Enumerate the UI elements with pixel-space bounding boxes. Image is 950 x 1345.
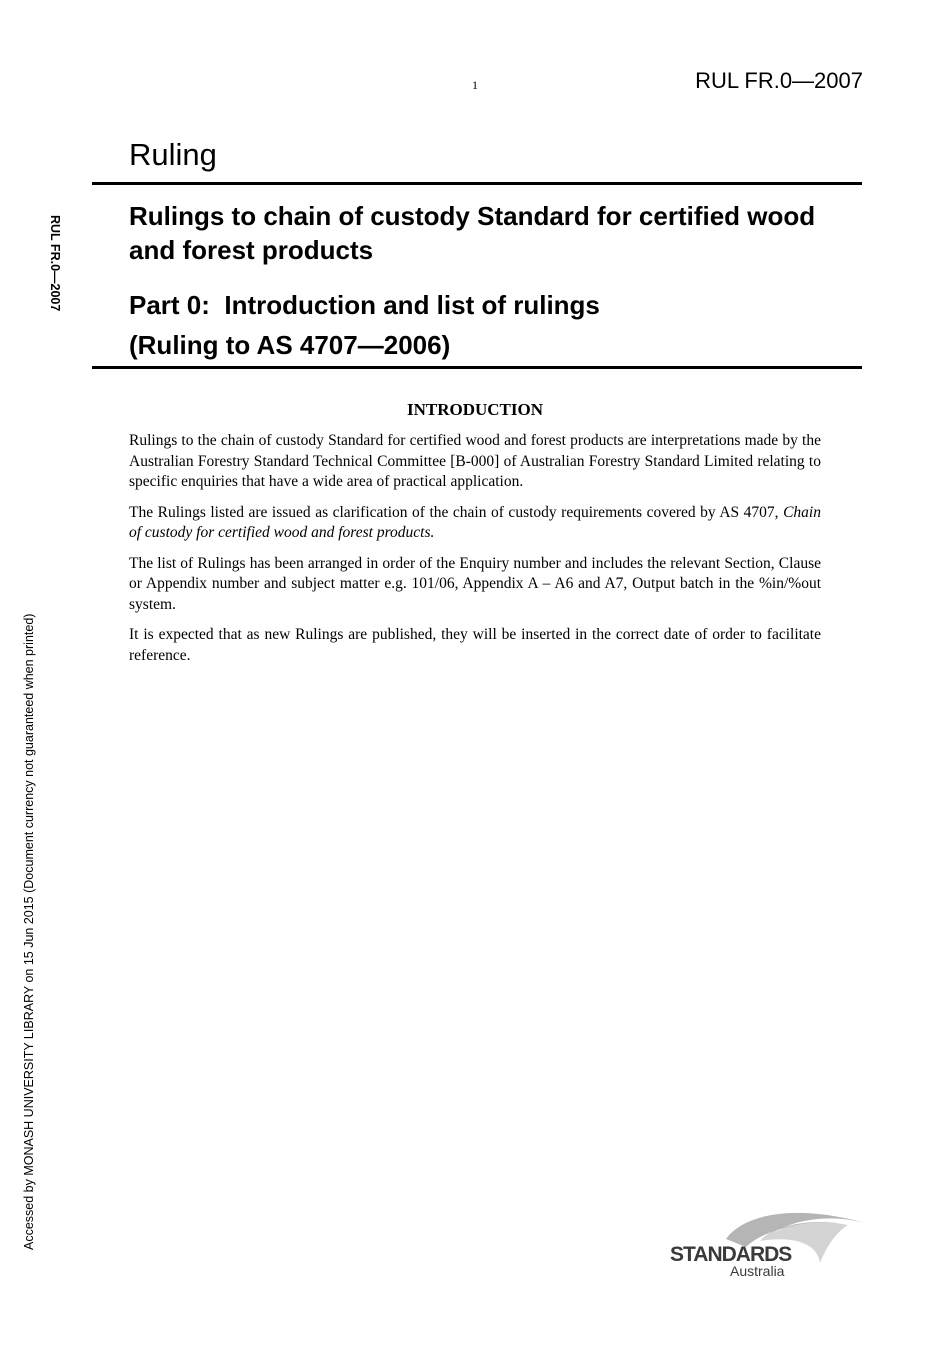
page-number: 1	[472, 78, 478, 92]
introduction-heading: INTRODUCTION	[406, 400, 544, 419]
standard-title-italic: Chain of custody for certified wood and forest products.	[129, 503, 821, 541]
main-title: Rulings to chain of custody Standard for certified wood and forest products	[129, 201, 816, 265]
access-note: Accessed by MONASH UNIVERSITY LIBRARY on 15 Jun 2015 (Document currency not guaranteed when printed)	[22, 613, 36, 1250]
bottom-rule	[92, 366, 862, 369]
intro-paragraph-2-text: The Rulings listed are issued as clarification of the chain of custody requirements covered by AS 4707,	[129, 503, 784, 521]
intro-paragraph-3: The list of Rulings has been arranged in order of the Enquiry number and includes the relevant Section, Clause or Appendix number and subject matter e.g. 101/06, Appendix A – A6 and A7, Output batch in the %in/%out system.	[129, 554, 821, 613]
part-title-line-1: Part 0: Introduction and list of rulings	[129, 290, 600, 320]
intro-paragraph-4: It is expected that as new Rulings are published, they will be inserted in the correct date of order to facilitate reference.	[129, 626, 821, 664]
document-type: Ruling	[129, 137, 217, 172]
logo-wordmark-standards: STANDARDS	[670, 1243, 792, 1266]
top-rule	[92, 182, 862, 185]
standards-australia-logo	[668, 1205, 868, 1280]
part-title	[129, 285, 849, 365]
intro-paragraph-2	[129, 503, 821, 544]
part-title-line-2: (Ruling to AS 4707—2006)	[129, 330, 451, 360]
document-code: RUL FR.0—2007	[695, 68, 863, 93]
side-document-code: RUL FR.0—2007	[48, 215, 62, 312]
introduction-body	[129, 431, 821, 676]
logo-wordmark-australia: Australia	[730, 1263, 785, 1279]
intro-paragraph-1: Rulings to the chain of custody Standard for certified wood and forest products are interpretations made by the Australian Forestry Standard Technical Committee [B-000] of Australian Forestry Standard Limited relating to specific enquiries that have a wide area of practical application.	[129, 432, 821, 490]
